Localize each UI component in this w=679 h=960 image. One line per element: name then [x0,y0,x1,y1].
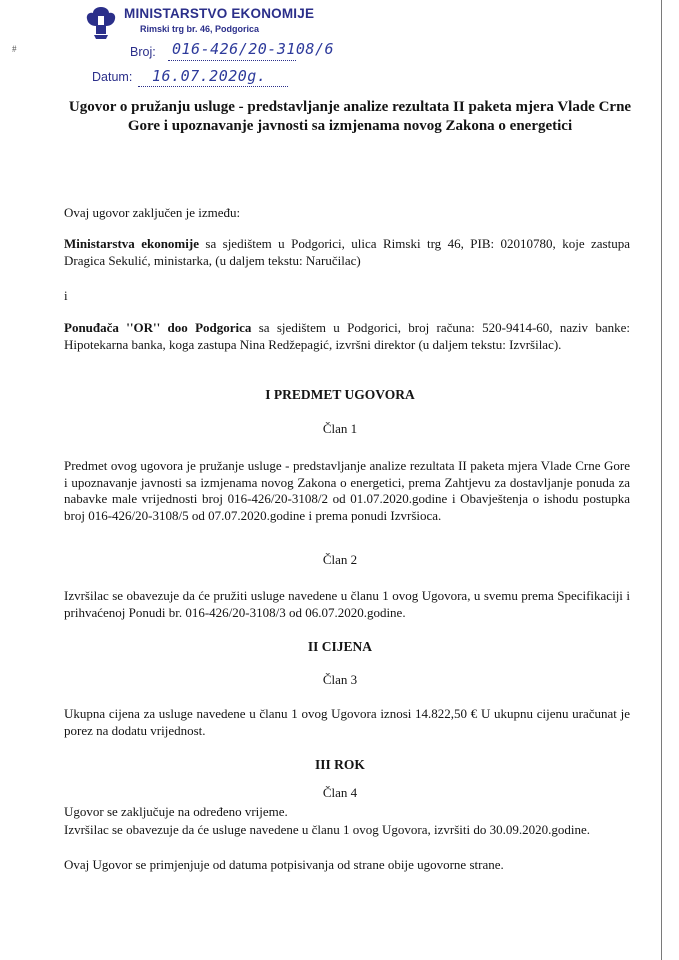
document-title: Ugovor o pružanju usluge - predstavljanje analize rezultata II paketa mjera Vlade Crne Gore i upoznavanje javnosti sa izmjenama novog Zakona o energetici [68,99,632,134]
broj-label: Broj: [130,45,156,59]
section1-heading: I PREDMET UGOVORA [265,387,415,402]
clan4-line3: Ovaj Ugovor se primjenjuje od datuma potpisivanja od strane obije ugovorne strane. [64,857,504,872]
party1-name: Ministarstva ekonomije [64,236,199,251]
clan2-label: Član 2 [322,552,358,567]
ministry-name: MINISTARSTVO EKONOMIJE [124,6,315,21]
clan1-text: Predmet ovog ugovora je pružanje usluge - predstavljanje analize rezultata II paketa mjera Vlade Crne Gore i upoznavanje javnosti sa izmjenama novog Zakona o energetici, prema Zahtjevu za dostavljanje ponuda za nabavke male vrijednosti broj 016-426/20-3108/2 od 01.07.2020.godine i Obavještenja o ishodu postupka broj 016-426/20-3108/5 od 07.07.2020.godine i prema ponudi Izvršioca. [64,458,630,523]
party1-text: sa sjedištem u Podgorici, ulica Rimski trg 46, PIB: 02010780, koje zastupa Dragica Sekulić, ministarka, (u daljem tekstu: Naručilac) [64,236,630,268]
clan2-text: Izvršilac se obavezuje da će pružiti usluge navedene u članu 1 ovog Ugovora, u svemu prema Specifikaciji i prihvaćenoj Ponudi br. 016-426/20-3108/3 od 06.07.2020.godine. [64,588,630,620]
section3-heading: III ROK [315,757,365,772]
party2-text: sa sjedištem u Podgorici, broj računa: 520-9414-60, naziv banke: Hipotekarna banka, koga zastupa Nina Redžepagić, izvršni direktor (u daljem tekstu: Izvršilac). [64,320,630,352]
broj-handwritten: 016-426/20-3108/6 [172,40,335,58]
intro-text: Ovaj ugovor zaključen je između: [64,205,241,220]
party2-name: Ponuđača ''OR'' doo Podgorica [64,320,252,335]
party2-paragraph [64,320,630,353]
conjunction: i [64,288,68,303]
clan1-label: Član 1 [322,421,358,436]
clan4-line2: Izvršilac se obavezuje da će usluge navedene u članu 1 ovog Ugovora, izvršiti do 30.09.2020.godine. [64,822,590,837]
datum-dotted-line [138,86,288,87]
clan4-label: Član 4 [322,785,358,800]
margin-mark: # [12,44,17,54]
party1-paragraph [64,236,630,269]
broj-dotted-line [168,60,296,61]
datum-label: Datum: [92,70,133,84]
clan4-line1: Ugovor se zaključuje na određeno vrijeme. [64,804,288,819]
coat-of-arms-icon [84,4,118,40]
datum-handwritten: 16.07.2020g. [152,67,267,85]
section2-heading: II CIJENA [307,639,373,654]
clan3-label: Član 3 [322,672,358,687]
clan3-text: Ukupna cijena za usluge navedene u članu 1 ovog Ugovora iznosi 14.822,50 € U ukupnu cijenu uračunat je porez na dodatu vrijednost. [64,706,630,738]
scan-edge-line [661,0,662,960]
ministry-address: Rimski trg br. 46, Podgorica [140,24,260,34]
